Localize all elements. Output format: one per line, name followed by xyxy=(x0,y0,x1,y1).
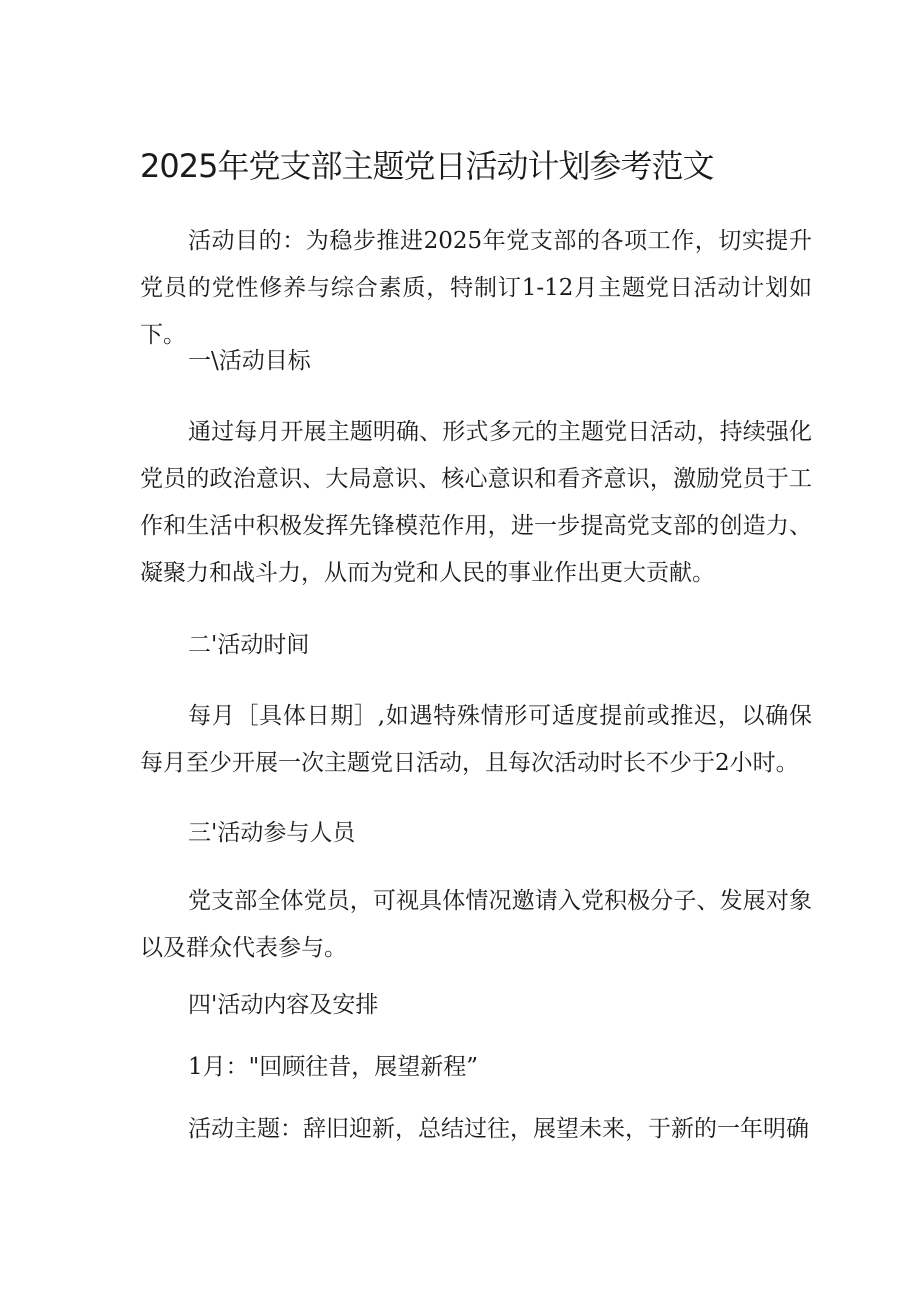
section-heading-participants: 三'活动参与人员 xyxy=(188,820,356,846)
month-1-theme: 活动主题：辞旧迎新，总结过往，展望未来，于新的一年明确 xyxy=(188,1116,809,1142)
section-heading-content: 四'活动内容及安排 xyxy=(188,992,379,1018)
month-1-label: 1月："回顾往昔，展望新程” xyxy=(188,1054,478,1080)
section-heading-time: 二'活动时间 xyxy=(188,632,310,658)
section-body-participants: 党支部全体党员，可视具体情况邀请入党积极分子、发展对象以及群众代表参与。 xyxy=(140,888,812,961)
section-heading-goals: 一\活动目标 xyxy=(188,348,311,374)
document-title: 2025年党支部主题党日活动计划参考范文 xyxy=(140,147,714,185)
section-body-time: 每月［具体日期］,如遇特殊情形可适度提前或推迟，以确保每月至少开展一次主题党日活动，且每次活动时长不少于2小时。 xyxy=(140,703,812,776)
intro-paragraph: 活动目的：为稳步推进2025年党支部的各项工作，切实提升党员的党性修养与综合素质，特制订1-12月主题党日活动计划如下。 xyxy=(140,228,812,348)
section-body-goals: 通过每月开展主题明确、形式多元的主题党日活动，持续强化党员的政治意识、大局意识、核心意识和看齐意识，激励党员于工作和生活中积极发挥先锋模范作用，进一步提高党支部的创造力、凝聚力和战斗力，从而为党和人民的事业作出更大贡献。 xyxy=(140,419,812,586)
